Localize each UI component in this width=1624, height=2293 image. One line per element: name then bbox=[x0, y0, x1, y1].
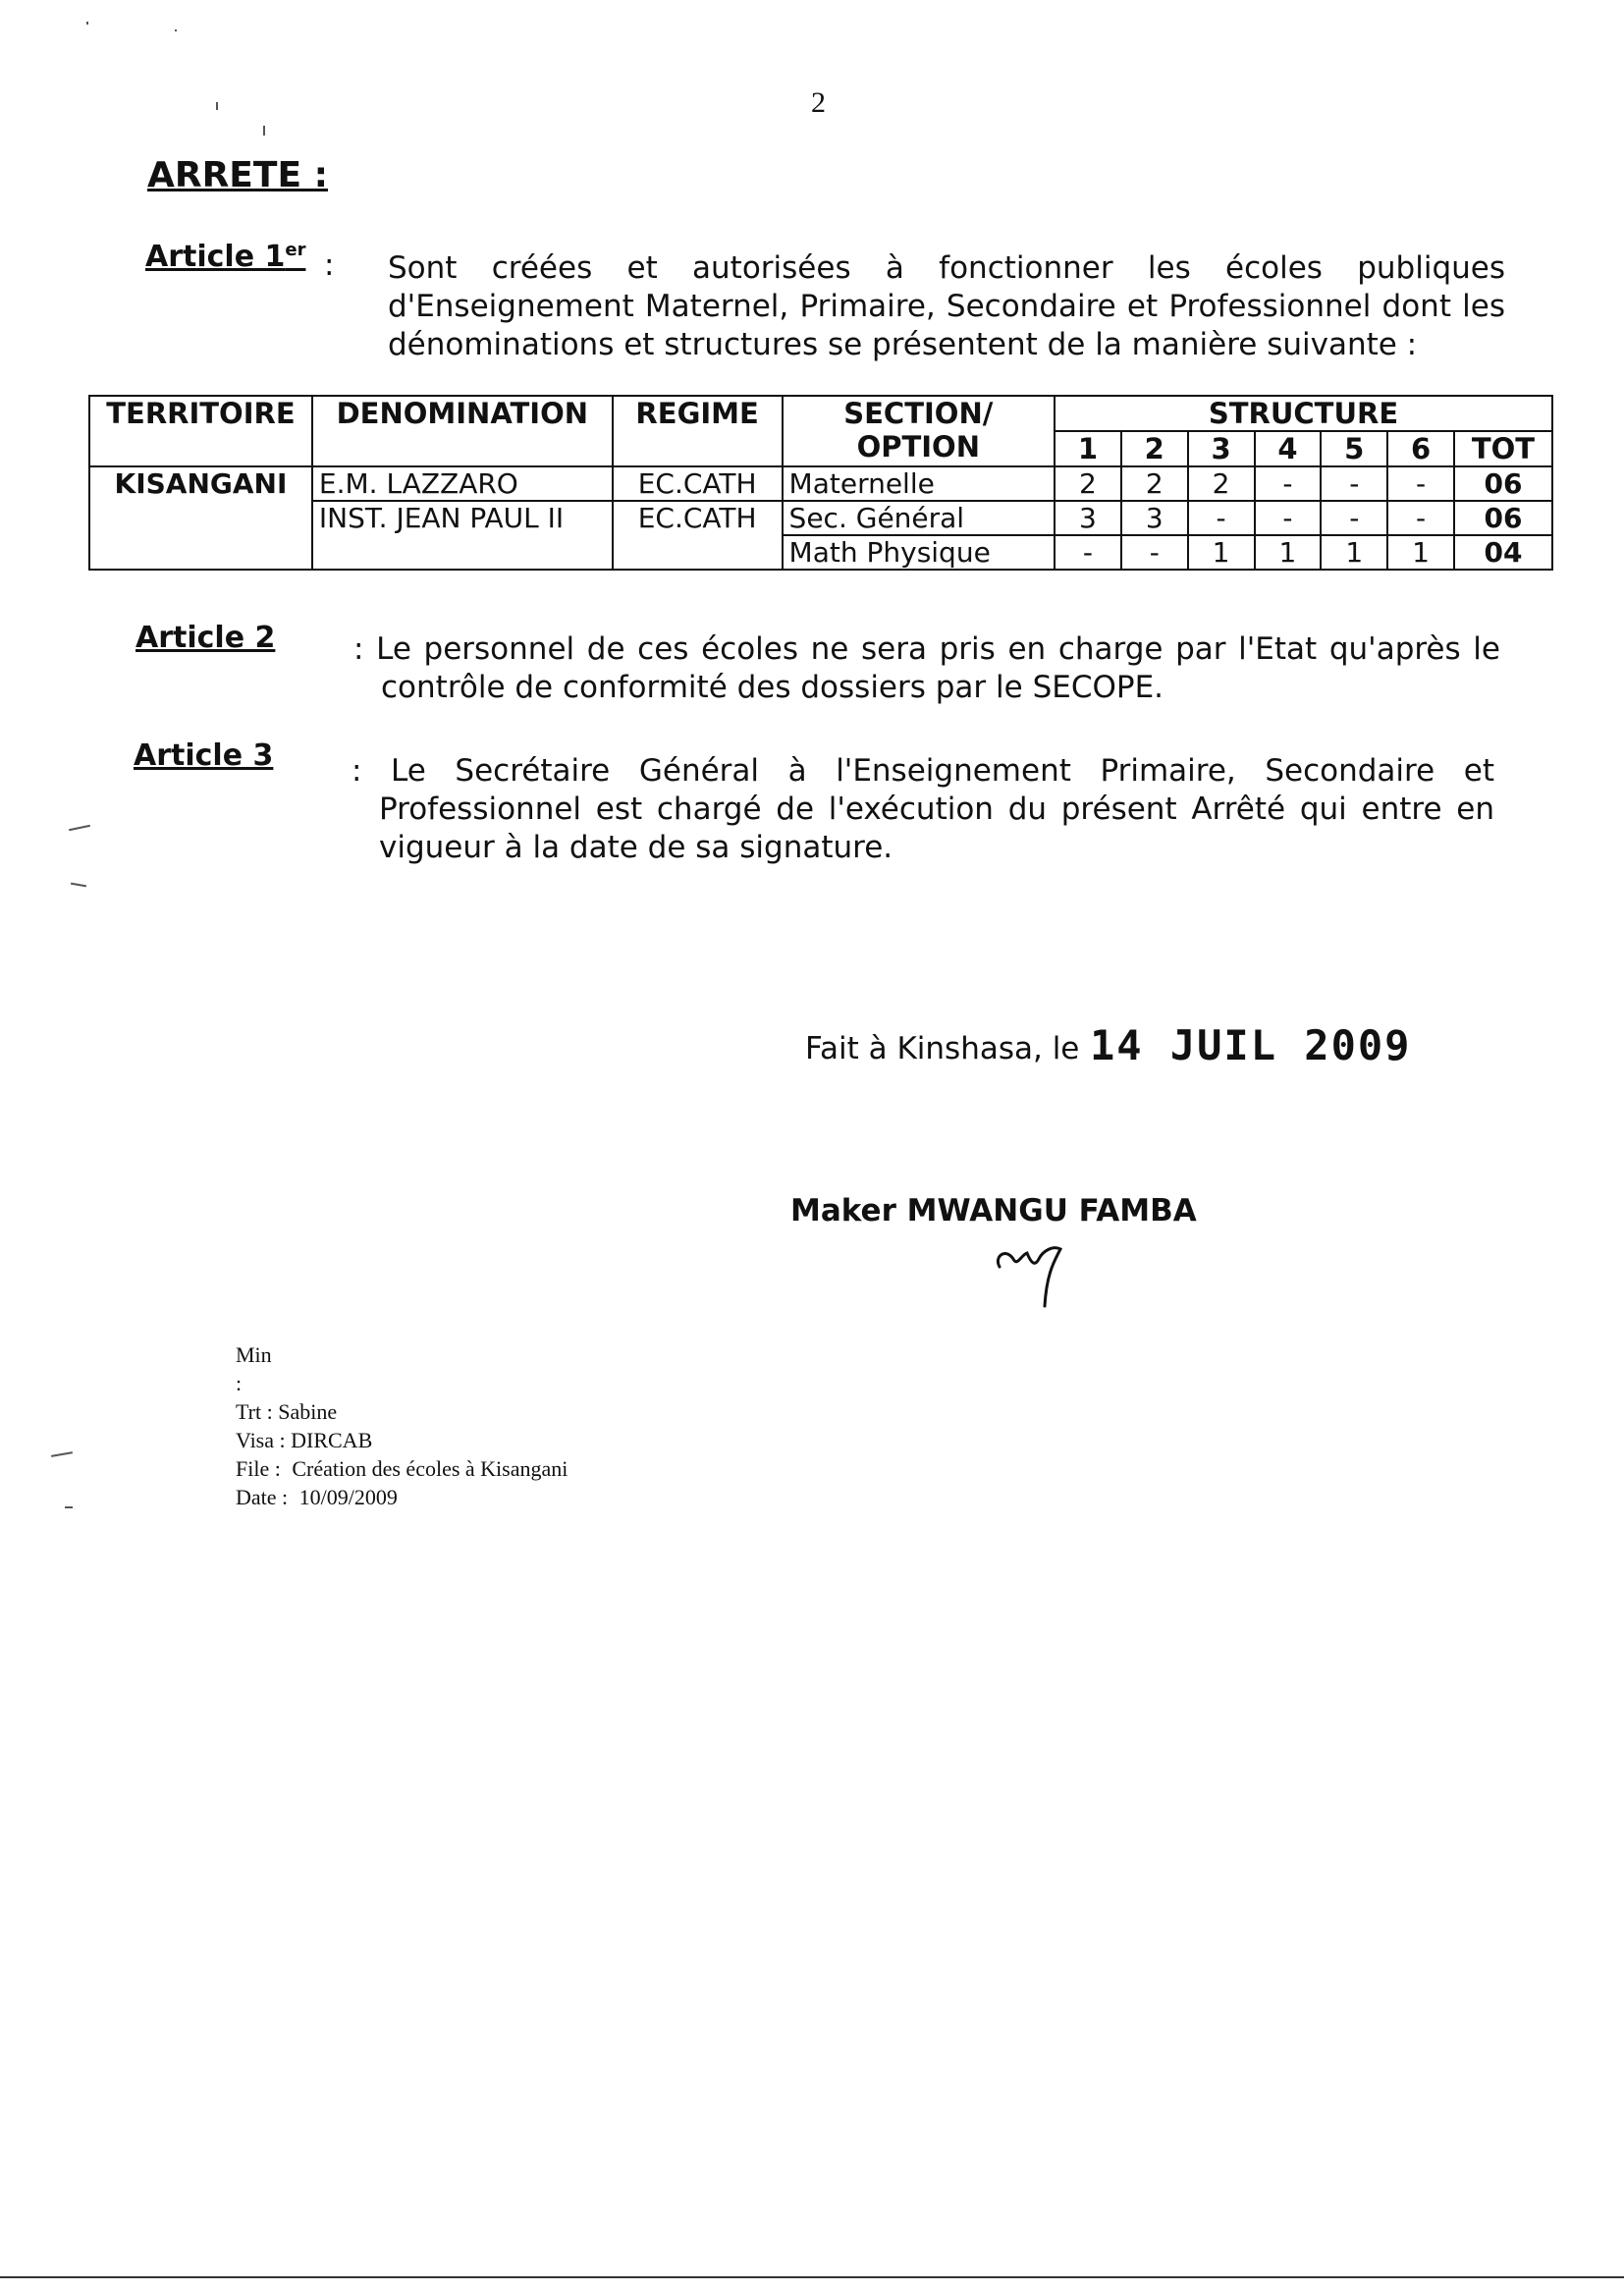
schools-table bbox=[88, 395, 1553, 571]
header-section-option: SECTION/ OPTION bbox=[783, 396, 1055, 466]
value-cell: 2 bbox=[1055, 466, 1121, 501]
header-col-1: 1 bbox=[1055, 431, 1121, 466]
routing-meta bbox=[236, 1340, 568, 1511]
article-1-line: Sont créées et autorisées à fonctionner les écoles publiques bbox=[388, 250, 1505, 286]
meta-value: 10/09/2009 bbox=[298, 1485, 398, 1509]
section-cell: Math Physique bbox=[783, 535, 1055, 570]
value-cell: - bbox=[1255, 466, 1322, 501]
value-cell: - bbox=[1321, 466, 1387, 501]
article-1-colon: : bbox=[324, 247, 335, 283]
total-cell: 06 bbox=[1454, 466, 1552, 501]
value-cell: 1 bbox=[1255, 535, 1322, 570]
value-cell: - bbox=[1255, 501, 1322, 535]
meta-row bbox=[236, 1454, 568, 1483]
header-col-5: 5 bbox=[1321, 431, 1387, 466]
meta-label: Trt : bbox=[236, 1399, 273, 1424]
value-cell: - bbox=[1188, 501, 1255, 535]
section-cell: Sec. Général bbox=[783, 501, 1055, 535]
value-cell: - bbox=[1321, 501, 1387, 535]
section-cell: Maternelle bbox=[783, 466, 1055, 501]
header-col-tot: TOT bbox=[1454, 431, 1552, 466]
meta-row: Min : bbox=[236, 1342, 272, 1395]
bottom-rule bbox=[0, 2276, 1624, 2278]
meta-value: Création des écoles à Kisangani bbox=[292, 1456, 568, 1481]
signature-icon bbox=[992, 1237, 1070, 1316]
header-territoire: TERRITOIRE bbox=[89, 396, 312, 466]
value-cell: 2 bbox=[1121, 466, 1188, 501]
value-cell: 1 bbox=[1387, 535, 1454, 570]
meta-value: DIRCAB bbox=[291, 1428, 373, 1452]
header-col-4: 4 bbox=[1255, 431, 1322, 466]
total-cell: 06 bbox=[1454, 501, 1552, 535]
scan-speck bbox=[51, 1451, 73, 1457]
value-cell: 3 bbox=[1121, 501, 1188, 535]
article-3-label: Article 3 bbox=[134, 738, 274, 773]
value-cell: - bbox=[1121, 535, 1188, 570]
scan-speck bbox=[65, 1506, 73, 1508]
header-col-2: 2 bbox=[1121, 431, 1188, 466]
value-cell: - bbox=[1055, 535, 1121, 570]
scan-speck bbox=[263, 126, 265, 136]
handwritten-signature bbox=[992, 1237, 1070, 1320]
value-cell: 2 bbox=[1188, 466, 1255, 501]
total-cell: 04 bbox=[1454, 535, 1552, 570]
table-row bbox=[89, 466, 1552, 501]
place-date-label: Fait à Kinshasa, le bbox=[805, 1031, 1080, 1066]
scan-speck bbox=[175, 29, 177, 31]
signer-name: Maker MWANGU FAMBA bbox=[790, 1193, 1197, 1228]
denomination-cell: E.M. LAZZARO bbox=[312, 466, 613, 501]
scan-speck bbox=[69, 825, 90, 832]
meta-label: Date : bbox=[236, 1485, 289, 1509]
article-3-line: vigueur à la date de sa signature. bbox=[379, 830, 893, 865]
header-regime: REGIME bbox=[613, 396, 783, 466]
meta-row bbox=[236, 1483, 568, 1511]
value-cell: - bbox=[1387, 501, 1454, 535]
article-1-line: dénominations et structures se présentent de la manière suivante : bbox=[388, 327, 1418, 362]
article-2-line: : Le personnel de ces écoles ne sera pris en charge par l'Etat qu'après le bbox=[353, 631, 1500, 667]
header-col-6: 6 bbox=[1387, 431, 1454, 466]
article-3-line: Professionnel est chargé de l'exécution du présent Arrêté qui entre en bbox=[379, 792, 1494, 827]
meta-label: Visa : bbox=[236, 1428, 286, 1452]
scan-speck bbox=[216, 102, 218, 110]
header-structure: STRUCTURE bbox=[1055, 396, 1552, 431]
meta-row bbox=[236, 1397, 568, 1426]
scan-speck bbox=[86, 22, 88, 25]
value-cell: 1 bbox=[1321, 535, 1387, 570]
header-denomination: DENOMINATION bbox=[312, 396, 613, 466]
value-cell: 1 bbox=[1188, 535, 1255, 570]
article-1-label: Article 1er bbox=[145, 240, 306, 274]
value-cell: - bbox=[1387, 466, 1454, 501]
decree-heading: ARRETE : bbox=[147, 155, 328, 195]
page-number: 2 bbox=[811, 86, 826, 119]
article-3-line: : Le Secrétaire Général à l'Enseignement Primaire, Secondaire et bbox=[352, 753, 1494, 789]
article-2-line: contrôle de conformité des dossiers par le SECOPE. bbox=[381, 670, 1164, 705]
denomination-cell: INST. JEAN PAUL II bbox=[312, 501, 613, 570]
meta-value: Sabine bbox=[278, 1399, 338, 1424]
article-3-text bbox=[352, 752, 1494, 867]
article-1-line: d'Enseignement Maternel, Primaire, Secondaire et Professionnel dont les bbox=[388, 289, 1505, 324]
meta-label: File : bbox=[236, 1456, 281, 1481]
value-cell: 3 bbox=[1055, 501, 1121, 535]
regime-cell: EC.CATH bbox=[613, 466, 783, 501]
regime-cell: EC.CATH bbox=[613, 501, 783, 570]
article-2-text bbox=[353, 630, 1500, 707]
article-2-label: Article 2 bbox=[135, 621, 276, 655]
scan-speck bbox=[71, 883, 86, 888]
article-1-text bbox=[388, 249, 1505, 364]
header-col-3: 3 bbox=[1188, 431, 1255, 466]
date-stamp: 14 JUIL 2009 bbox=[1090, 1021, 1412, 1069]
territoire-cell: KISANGANI bbox=[89, 466, 312, 570]
meta-row bbox=[236, 1426, 568, 1454]
